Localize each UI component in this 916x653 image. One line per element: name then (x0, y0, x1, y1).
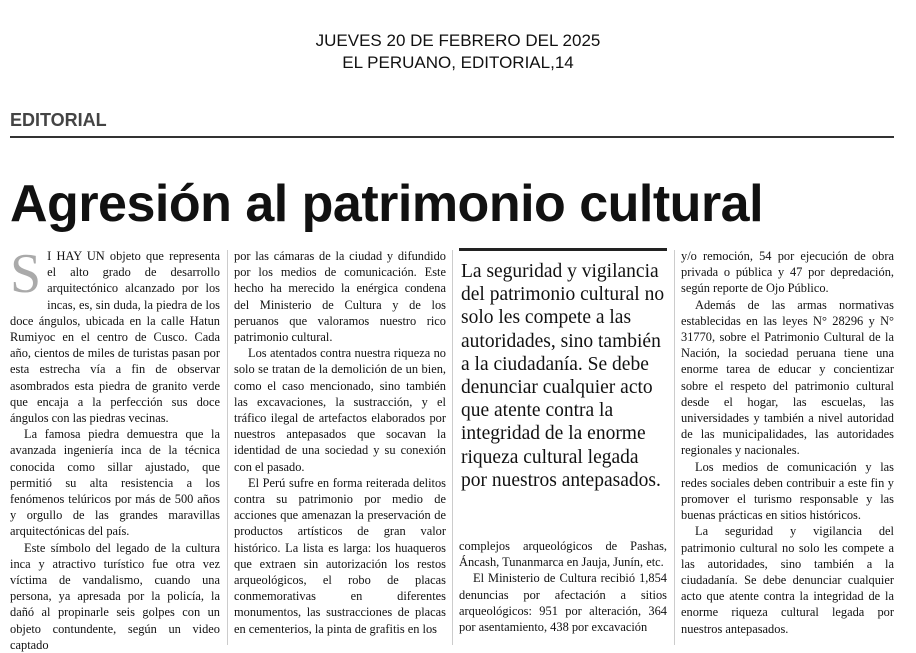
paragraph: Los medios de comunicación y las redes sociales deben contribuir a este fin y promover el turismo responsable y las buenas prácticas en sitios históricos. (681, 459, 894, 523)
paragraph: y/o remoción, 54 por ejecución de obra privada o pública y 47 por depredación, según reporte de Ojo Público. (681, 249, 894, 296)
paragraph (10, 243, 220, 426)
paragraph: Este símbolo del legado de la cultura inca y atractivo turístico fue otra vez víctima de vandalismo, cuando una persona, ya apresada por la policía, la dañó al propinarle seis golpes con un objeto contundente, según un video captado (10, 540, 220, 652)
paragraph: El Perú sufre en forma reiterada delitos contra su patrimonio por medio de acciones que amenazan la preservación de productos artísticos de gran valor histórico. La lista es larga: los huaqueros que extraen sin autorización los restos arqueológicos, el robo de placas conmemorativas en diferentes monumentos, las sustracciones de placas en cementerios, la pinta de grafitis en los (234, 475, 446, 636)
pullquote-column (459, 248, 667, 492)
column-divider (674, 250, 675, 645)
lead-text: I HAY UN objeto que representa el alto grado de desarrollo arquitectónico alcanzado por los incas, es, sin duda, la piedra de los doce ángulos, ubicada en la calle Hatun Rumiyoc en el centro de Cusco. Cada año, cientos de miles de turistas pasan por esta estrecha vía a fin de observar asombrados esta piedra de granito verde que encaja a la perfección sus doce ángulos con las piedras vecinas. (10, 249, 220, 426)
paragraph: El Ministerio de Cultura recibió 1,854 denuncias por afectación a sitios arqueológicos: 951 por alteración, 364 por asentamiento, 438 por excavación (459, 571, 667, 635)
article-column-4 (681, 248, 894, 637)
section-label: EDITORIAL (10, 110, 107, 130)
drop-cap: S (10, 243, 42, 305)
paragraph: por las cámaras de la ciudad y difundido por los medios de comunicación. Este hecho ha merecido la enérgica condena del Ministerio de Cultura y de los peruanos que valoramos nuestro rico patrimonio cultural. (234, 249, 446, 345)
paragraph: Los atentados contra nuestra riqueza no solo se tratan de la demolición de un bien, como el caso mencionado, sino también las excavaciones, la sustracción, y el tráfico ilegal de artefactos elaborados por nuestros antepasados que socavan la identidad de una sociedad y su conexión con el pasado. (234, 346, 446, 474)
source-line: EL PERUANO, EDITORIAL,14 (342, 53, 574, 72)
publication-header (0, 30, 916, 74)
article-column-3 (459, 538, 667, 635)
column-divider (452, 250, 453, 645)
article-column-2 (234, 248, 446, 637)
paragraph: Además de las armas normativas establecidas en las leyes N° 28296 y N° 31770, sobre el Patrimonio Cultural de la Nación, la sociedad peruana tiene una enorme tarea de educar y concientizar sobre el respeto del patrimonio cultural desde el hogar, las escuelas, las universidades y también a nivel autoridad de las municipalidades, las autoridades regionales y nacionales. (681, 297, 894, 458)
section-divider (10, 136, 894, 138)
paragraph: complejos arqueológicos de Pashas, Áncash, Tunanmarca en Jauja, Junín, etc. (459, 539, 667, 570)
paragraph: La seguridad y vigilancia del patrimonio cultural no solo les compete a las autoridades, sino también a la ciudadanía. Se debe denunciar cualquier acto que atente contra la integridad de la enorme riqueza cultural legada por nuestros antepasados. (681, 524, 894, 636)
headline: Agresión al patrimonio cultural (10, 175, 764, 233)
article-column-1 (10, 243, 220, 653)
date-line: JUEVES 20 DE FEBRERO DEL 2025 (315, 31, 601, 50)
column-divider (227, 250, 228, 645)
paragraph: La famosa piedra demuestra que la avanzada ingeniería inca de la técnica conocida como sillar ajustado, que permitió su alta resistencia a los fenómenos telúricos por más de 500 años y orgullo de las grandes maravillas arquitectónicas del país. (10, 427, 220, 539)
pullquote: La seguridad y vigilancia del patrimonio cultural no solo les compete a las autoridades, sino también a la ciudadanía. Se debe denunciar cualquier acto que atente contra la integridad de la enorme riqueza cultural legada por nuestros antepasados. (461, 261, 665, 491)
